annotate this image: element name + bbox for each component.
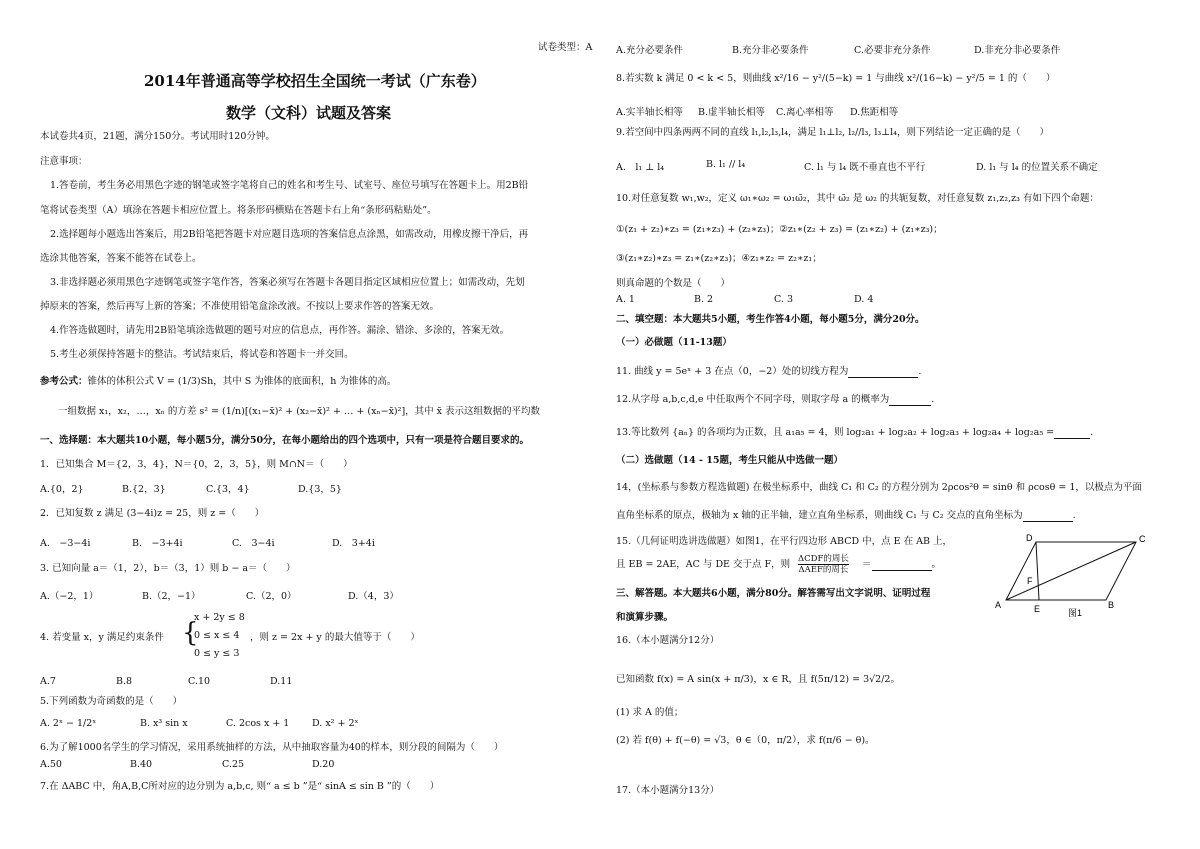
page-subtitle: 数学（文科）试题及答案 [226, 104, 392, 122]
q15-denominator: ΔAEF的周长 [798, 565, 849, 575]
q6-stem: 6.为了解1000名学生的学习情况，采用系统抽样的方法，从中抽取容量为40的样本，则分段的间隔为（ ） [40, 742, 504, 753]
note-line: 掉原来的答案，然后再写上新的答案；不准使用铅笔盒涂改液。不按以上要求作答的答案无效。 [40, 301, 440, 312]
section3-heading-cont: 和演算步骤。 [616, 612, 674, 623]
q10-proposition: ③(z₁∗z₂)∗z₃ = z₁∗(z₂∗z₃)；④z₁∗z₂ = z₂∗z₁； [616, 253, 822, 264]
q7-option-d: D.非充分非必要条件 [974, 45, 1061, 56]
q13: 13.等比数列 {aₙ} 的各项均为正数，且 a₁a₅ = 4，则 log₂a₁ + log₂a₂ + log₂a₃ + log₂a₄ + log₂a₅ = . [616, 427, 1094, 438]
required-heading: （一）必做题（11-13题） [616, 337, 732, 348]
q16-text: 已知函数 f(x) = A sin(x + π/3)，x ∈ R，且 f(5π/12) = 3√2/2。 [616, 674, 900, 685]
q14-line: 14，(坐标系与参数方程选做题) 在极坐标系中，曲线 C₁ 和 C₂ 的方程分别为 2ρcos²θ = sinθ 和 ρcosθ = 1，以极点为平面 [616, 482, 1142, 493]
segment-de [1036, 542, 1039, 600]
label-c: C [1139, 534, 1146, 544]
q3-option-a: A.（−2，1） [40, 591, 99, 602]
exam-type: 试卷类型：A [538, 42, 593, 53]
q1-option-d: D.{3，5} [298, 484, 342, 495]
note-line: 4.作答选做题时，请先用2B铅笔填涂选做题的题号对应的信息点，再作答。漏涂、错涂、多涂的，答案无效。 [50, 325, 510, 336]
q8-stem: 8.若实数 k 满足 0 < k < 5，则曲线 x²/16 − y²/(5−k) = 1 与曲线 x²/(16−k) − y²/5 = 1 的（ ） [616, 73, 1056, 84]
section1-heading: 一、选择题：本大题共10小题，每小题5分，满分50分，在每小题给出的四个选项中，只有一项是符合题目要求的。 [40, 435, 530, 446]
q6-option-c: C.25 [222, 759, 245, 770]
q10-option-a: A. 1 [616, 294, 635, 305]
q15-fraction [798, 554, 849, 575]
q9-option-a: A. l₁ ⊥ l₄ [616, 162, 665, 173]
label-d: D [1026, 533, 1033, 543]
label-e: E [1034, 604, 1041, 614]
intro-line: 本试卷共4页，21题，满分150分。考试用时120分钟。 [40, 131, 275, 142]
q8-option-a: A.实半轴长相等 [616, 107, 683, 118]
q3-option-d: D.（4，3） [348, 591, 399, 602]
note-line: 3.非选择题必须用黑色字迹钢笔或签字笔作答，答案必须写在答题卡各题目指定区域相应位置上；如需改动，先划 [50, 277, 525, 288]
q2-option-a: A. −3−4i [40, 538, 91, 549]
q1-option-a: A.{0，2} [40, 484, 84, 495]
q14-line: 直角坐标系的原点，极轴为 x 轴的正半轴，建立直角坐标系，则曲线 C₁ 与 C₂ 交点的直角坐标为 . [616, 510, 1076, 521]
q4-option-b: B.8 [116, 676, 133, 687]
q7-option-a: A.充分必要条件 [616, 45, 683, 56]
q9-option-d: D. l₁ 与 l₄ 的位置关系不确定 [976, 162, 1098, 173]
q15-equals: ＝ [862, 559, 872, 570]
q5-option-b: B. x³ sin x [140, 718, 188, 729]
note-line: 2.选择题每小题选出答案后，用2B铅笔把答题卡对应题目选项的答案信息点涂黑，如需改动，用橡皮擦干净后，再 [50, 229, 529, 240]
q2-option-d: D. 3+4i [332, 538, 375, 549]
q12-text: 12.从字母 a,b,c,d,e 中任取两个不同字母，则取字母 a 的概率为 [616, 394, 890, 405]
q8-option-c: C.离心率相等 [776, 107, 834, 118]
notes-title: 注意事项： [40, 156, 88, 167]
q2-option-b: B. −3+4i [132, 538, 183, 549]
q1-option-b: B.{2，3} [122, 484, 166, 495]
q10-proposition: ①(z₁ + z₂)∗z₃ = (z₁∗z₃) + (z₂∗z₃)；②z₁∗(z₂ + z₃) = (z₁∗z₂) + (z₁∗z₃)； [616, 224, 943, 235]
q16-part1: (1) 求 A 的值； [616, 707, 684, 718]
q2-stem: 2．已知复数 z 满足 (3−4i)z = 25，则 z =（ ） [40, 508, 265, 519]
q11-text: 11. 曲线 y = 5eˣ + 3 在点（0，−2）处的切线方程为 [616, 366, 849, 377]
section2-heading: 二、填空题：本大题共5小题，考生作答4小题，每小题5分，满分20分。 [616, 314, 925, 325]
q6-option-b: B.40 [130, 759, 153, 770]
q3-option-b: B.（2，−1） [142, 591, 201, 602]
q17-head: 17.（本小题满分13分） [616, 785, 720, 796]
q13-text: 13.等比数列 {aₙ} 的各项均为正数，且 a₁a₅ = 4，则 log₂a₁ + log₂a₂ + log₂a₃ + log₂a₄ + log₂a₅ = [616, 427, 1055, 438]
q2-option-c: C. 3−4i [232, 538, 275, 549]
q13-blank [1054, 429, 1090, 439]
q10-stem: 10.对任意复数 w₁,w₂，定义 ω₁∗ω₂ = ω₁ω̄₂，其中 ω̄₂ 是 ω₂ 的共轭复数，对任意复数 z₁,z₂,z₃ 有如下四个命题： [616, 193, 1099, 204]
note-line: 选涂其他答案，答案不能答在试卷上。 [40, 253, 202, 264]
q15-tail: ＝ 。 [862, 559, 942, 570]
note-line: 5.考生必须保持答题卡的整洁。考试结束后，将试卷和答题卡一并交回。 [50, 349, 354, 360]
q10-ask: 则真命题的个数是（ ） [616, 278, 731, 289]
q16-head: 16.（本小题满分12分） [616, 635, 720, 646]
note-line: 1.答卷前，考生务必用黑色字迹的钢笔或签字笔将自己的姓名和考生号、试室号、座位号填写在答题卡上。用2B铅 [50, 180, 529, 191]
q3-option-c: C.（2，0） [246, 591, 297, 602]
note-line: 笔将试卷类型（A）填涂在答题卡相应位置上。将条形码横贴在答题卡右上角“条形码粘贴处”。 [40, 205, 437, 216]
label-a: A [995, 600, 1002, 610]
q8-option-b: B.虚半轴长相等 [698, 107, 766, 118]
q4-condition: x + 2y ≤ 8 [194, 612, 245, 623]
formula-label: 参考公式： [40, 376, 88, 387]
q11-blank [848, 368, 918, 378]
q5-option-a: A. 2ˣ − 1/2ˣ [40, 718, 97, 729]
q16-part2: (2) 若 f(θ) + f(−θ) = √3，θ ∈（0，π/2），求 f(π/6 − θ)。 [616, 735, 875, 746]
q5-stem: 5.下列函数为奇函数的是（ ） [40, 696, 183, 707]
q4-condition: 0 ≤ x ≤ 4 [194, 630, 240, 641]
q5-option-c: C. 2cos x + 1 [226, 718, 290, 729]
q9-option-b: B. l₁ // l₄ [706, 159, 746, 170]
q12: 12.从字母 a,b,c,d,e 中任取两个不同字母，则取字母 a 的概率为 . [616, 394, 935, 405]
q4-condition: 0 ≤ y ≤ 3 [194, 648, 240, 659]
q4-option-c: C.10 [188, 676, 211, 687]
q6-option-a: A.50 [40, 759, 62, 770]
q4-tail: ，则 z = 2x + y 的最大值等于（ ） [250, 632, 420, 643]
q15-line: 15.（几何证明选讲选做题）如图1，在平行四边形 ABCD 中，点 E 在 AB 上， [616, 536, 952, 547]
q4-option-a: A.7 [40, 676, 56, 687]
q1-option-c: C.{3，4} [206, 484, 250, 495]
diagonal-ac [1006, 542, 1136, 600]
q8-option-d: D.焦距相等 [850, 107, 899, 118]
q1-stem: 1．已知集合 M＝{2，3，4}，N＝{0，2，3，5}，则 M∩N＝（ ） [40, 459, 353, 470]
formula-line [40, 376, 396, 388]
figure-parallelogram [986, 532, 1166, 622]
variance-line: 一组数据 x₁，x₂，…，xₙ 的方差 s² = (1/n)[(x₁−x̄)² + (x₂−x̄)² + … + (xₙ−x̄)²]，其中 x̄ 表示这组数据的平均数 [58, 406, 541, 417]
q15-numerator: ΔCDF的周长 [798, 554, 849, 564]
q10-option-d: D. 4 [854, 294, 874, 305]
q11: 11. 曲线 y = 5eˣ + 3 在点（0，−2）处的切线方程为 . [616, 366, 922, 377]
q10-option-b: B. 2 [694, 294, 714, 305]
label-f: F [1027, 576, 1033, 586]
q10-option-c: C. 3 [774, 294, 794, 305]
q4-stem: 4. 若变量 x，y 满足约束条件 [40, 632, 164, 643]
q9-stem: 9.若空间中四条两两不同的直线 l₁,l₂,l₃,l₄，满足 l₁⊥l₂, l₂//l₃, l₃⊥l₄，则下列结论一定正确的是（ ） [616, 127, 1049, 138]
label-b: B [1108, 600, 1115, 610]
q12-blank [889, 396, 931, 406]
optional-heading: （二）选做题（14 - 15题，考生只能从中选做一题） [616, 455, 843, 466]
q14-blank [1023, 512, 1073, 522]
formula-text: 锥体的体积公式 V = (1/3)Sh，其中 S 为锥体的底面积，h 为锥体的高。 [87, 376, 397, 387]
q5-option-d: D. x² + 2ˣ [312, 718, 359, 729]
figure-caption: 图1 [1068, 608, 1083, 618]
q14-text: 直角坐标系的原点，极轴为 x 轴的正半轴，建立直角坐标系，则曲线 C₁ 与 C₂ 交点的直角坐标为 [616, 510, 1023, 521]
q15-text: 且 EB = 2AE，AC 与 DE 交于点 F，则 [616, 559, 791, 570]
q9-option-c: C. l₁ 与 l₄ 既不垂直也不平行 [804, 162, 926, 173]
q4-option-d: D.11 [270, 676, 293, 687]
q3-stem: 3. 已知向量 a＝（1，2），b＝（3，1）则 b − a＝（ ） [40, 563, 296, 574]
q7-stem: 7.在 ΔABC 中，角A,B,C所对应的边分别为 a,b,c, 则“ a ≤ b ”是“ sinA ≤ sin B ”的（ ） [40, 781, 440, 792]
q15-blank [872, 561, 932, 571]
q6-option-d: D.20 [312, 759, 335, 770]
q15-line [616, 559, 790, 571]
q4-brace: { [182, 618, 199, 648]
q7-option-b: B.充分非必要条件 [732, 45, 809, 56]
section3-heading: 三、解答题。本大题共6小题，满分80分。解答需写出文字说明、证明过程 [616, 588, 931, 599]
page-title: 2014年普通高等学校招生全国统一考试（广东卷） [144, 72, 486, 90]
q7-option-c: C.必要非充分条件 [854, 45, 931, 56]
